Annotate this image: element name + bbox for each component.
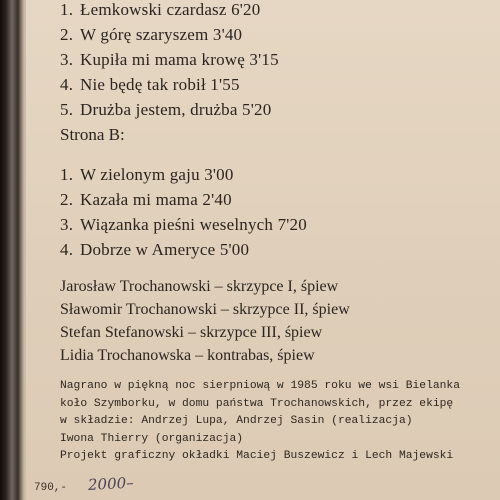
track-number: 1. <box>60 165 74 184</box>
track-item <box>60 0 279 22</box>
track-title: W zielonym gaju 3'00 <box>80 165 234 184</box>
side-b-heading: Strona B: <box>60 125 125 144</box>
track-item <box>60 212 307 237</box>
performers-list <box>60 275 350 367</box>
track-item <box>60 162 307 187</box>
track-item <box>60 97 279 122</box>
track-title: Drużba jestem, drużba 5'20 <box>80 100 272 119</box>
track-item <box>60 187 307 212</box>
credits-line: Iwona Thierry (organizacja) <box>60 432 244 445</box>
track-title: W górę szaryszem 3'40 <box>80 25 243 44</box>
track-number: 2. <box>60 190 74 209</box>
track-number: 1. <box>60 0 74 19</box>
credits-line: Nagrano w piękną noc sierpniową w 1985 roku we wsi Bielanka <box>60 380 460 392</box>
handwritten-price: 2000– <box>87 473 135 494</box>
track-number: 4. <box>60 240 74 259</box>
track-title: Nie będę tak robił 1'55 <box>80 75 240 94</box>
track-item <box>60 237 307 262</box>
track-title: Kupiła mi mama krowę 3'15 <box>80 50 279 69</box>
track-number: 5. <box>60 100 74 119</box>
track-title: Wiązanka pieśni weselnych 7'20 <box>80 215 307 234</box>
track-number: 3. <box>60 215 74 234</box>
track-item <box>60 72 279 97</box>
track-number: 4. <box>60 75 74 94</box>
recording-credits <box>60 378 460 466</box>
track-title: Dobrze w Ameryce 5'00 <box>80 240 250 259</box>
performer-line: Jarosław Trochanowski – skrzypce I, śpiew <box>60 278 339 295</box>
track-number: 2. <box>60 25 74 44</box>
side-b-tracklist <box>60 162 307 262</box>
track-item <box>60 47 279 72</box>
sleeve-back-cover <box>26 0 500 500</box>
credits-line: Projekt graficzny okładki Maciej Buszewicz i Lech Majewski <box>60 450 454 462</box>
performer-line: Stefan Stefanowski – skrzypce III, śpiew <box>60 324 323 341</box>
track-title: Łemkowski czardasz 6'20 <box>80 0 261 19</box>
track-title: Kazała mi mama 2'40 <box>80 190 232 209</box>
track-item <box>60 22 279 47</box>
performer-line: Lidia Trochanowska – kontrabas, śpiew <box>60 347 315 364</box>
printed-price: 790,- <box>34 482 68 494</box>
performer-line: Sławomir Trochanowski – skrzypce II, śpiew <box>60 301 350 318</box>
credits-line: w składzie: Andrzej Lupa, Andrzej Sasin (realizacja) <box>60 415 413 427</box>
side-a-tracklist <box>60 0 279 122</box>
track-number: 3. <box>60 50 74 69</box>
credits-line: koło Szymborku, w domu państwa Trochanowskich, przez ekipę <box>60 397 454 410</box>
